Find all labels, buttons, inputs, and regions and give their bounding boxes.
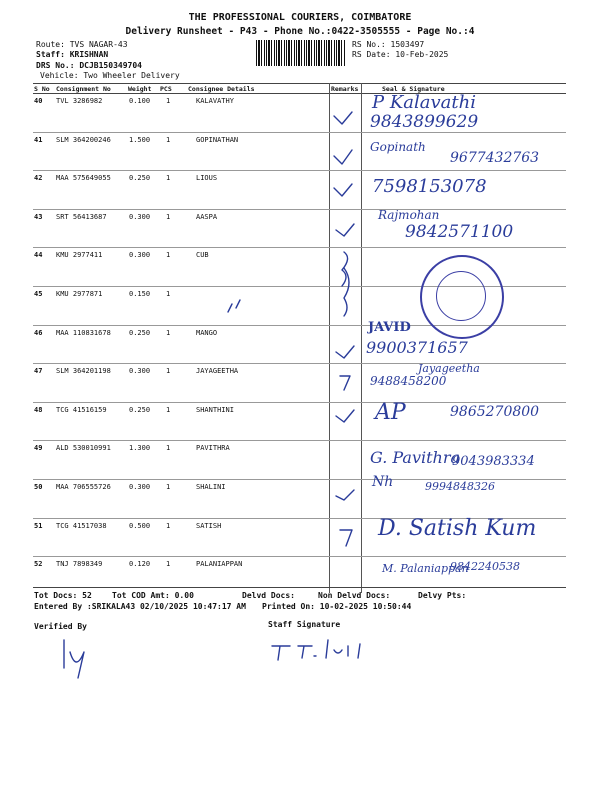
row-consignment-no: KMU 2977871 (56, 290, 103, 298)
col-consignee: Consignee Details (188, 85, 255, 93)
staff-label: Staff: KRISHNAN (36, 50, 109, 59)
handwritten-phone-52: 9842240538 (450, 560, 520, 573)
signature-row-49: G. Pavithra (370, 448, 461, 467)
row-weight: 1.300 (129, 444, 151, 453)
row-consignment-no: TCG 41516159 (56, 405, 107, 414)
row-sno: 47 (34, 367, 43, 376)
row-pcs: 1 (166, 328, 171, 337)
signature-row-40: P Kalavathi (372, 92, 476, 113)
row-consignee-name: SHALINI (196, 483, 226, 491)
row-consignee-name: SHANTHINI (196, 405, 234, 414)
total-docs: Tot Docs: 52 (34, 591, 92, 600)
row-sno: 51 (34, 521, 43, 530)
verified-by-label: Verified By (34, 622, 87, 631)
row-consignee-name: AASPA (196, 212, 218, 221)
row-pcs: 1 (166, 405, 171, 414)
row-sno: 42 (34, 174, 43, 183)
signature-row-52: M. Palaniappan (382, 562, 469, 575)
signature-row-46: JAVID (368, 320, 411, 335)
row-pcs: 1 (166, 483, 171, 491)
row-consignee-name: MANGO (196, 328, 218, 337)
row-consignment-no: SLM 364201198 (56, 367, 111, 376)
row-weight: 0.250 (129, 405, 151, 414)
row-pcs: 1 (166, 367, 171, 376)
row-consignment-no: MAA 575649055 (56, 174, 111, 183)
row-pcs: 1 (166, 97, 171, 105)
row-sno: 46 (34, 328, 43, 337)
signature-row-41: Gopinath (370, 140, 426, 154)
signature-row-50: Nh (372, 474, 394, 490)
signature-row-48: AP (375, 400, 406, 425)
row-weight: 0.250 (129, 328, 151, 337)
row-weight: 1.500 (129, 135, 151, 144)
handwritten-phone-41: 9677432763 (450, 150, 540, 166)
col-seal-signature: Seal & Signature (382, 85, 445, 93)
row-consignee-name: SATISH (196, 521, 222, 530)
row-weight: 0.150 (129, 290, 151, 298)
handwritten-phone-48: 9865270800 (450, 404, 540, 420)
row-consignee-name: CUB (196, 251, 209, 260)
row-consignment-no: MAA 706555726 (56, 483, 111, 491)
row-pcs: 1 (166, 521, 171, 530)
handwritten-phone-40: 9843899629 (370, 112, 479, 132)
row-weight: 0.100 (129, 97, 151, 105)
row-weight: 0.300 (129, 251, 151, 260)
staff-signature (270, 636, 390, 666)
signature-row-43: Rajmohan (378, 208, 440, 222)
rs-date: RS Date: 10-Feb-2025 (352, 50, 449, 59)
vehicle-label: Vehicle: Two Wheeler Delivery (40, 71, 180, 80)
row-consignee-name: KALAVATHY (196, 97, 234, 105)
row-sno: 48 (34, 405, 43, 414)
row-consignee-name: PALANIAPPAN (196, 560, 243, 569)
col-sno: S No (34, 85, 50, 93)
row-consignment-no: SRT 56413687 (56, 212, 107, 221)
table-bottom-border (33, 587, 566, 588)
delivery-points: Delvy Pts: (418, 591, 467, 600)
row-pcs: 1 (166, 135, 171, 144)
row-consignee-name: GOPINATHAN (196, 135, 239, 144)
row-pcs: 1 (166, 444, 171, 453)
row-consignment-no: KMU 2977411 (56, 251, 103, 260)
row-consignment-no: TNJ 7898349 (56, 560, 103, 569)
row-sno: 50 (34, 483, 43, 491)
signature-row-51: D. Satish Kum (378, 516, 537, 541)
col-remarks: Remarks (331, 85, 359, 93)
entered-by: Entered By :SRIKALA43 02/10/2025 10:47:17 AM (34, 602, 246, 611)
row-pcs: 1 (166, 212, 171, 221)
row-pcs: 1 (166, 251, 171, 260)
row-consignment-no: SLM 364200246 (56, 135, 111, 144)
signature-row-47: Jayageetha (418, 362, 480, 375)
delivered-docs: Delvd Docs: (242, 591, 295, 600)
handwritten-phone-50: 9994848326 (425, 480, 495, 493)
row-sno: 44 (34, 251, 43, 260)
row-sno: 43 (34, 212, 43, 221)
col-consignment: Consignment No (56, 85, 111, 93)
row-weight: 0.300 (129, 212, 151, 221)
col-weight: Weight (128, 85, 152, 93)
company-title: THE PROFESSIONAL COURIERS, COIMBATORE (188, 12, 412, 23)
row-consignee-name: JAYAGEETHA (196, 367, 239, 376)
row-consignment-no: MAA 110831678 (56, 328, 111, 337)
rs-number: RS No.: 1503497 (352, 40, 425, 49)
row-sno: 52 (34, 560, 43, 569)
row-sno: 40 (34, 97, 43, 105)
row-pcs: 1 (166, 560, 171, 569)
row-sno: 41 (34, 135, 43, 144)
row-sno: 45 (34, 290, 43, 298)
handwritten-phone-49: 9043983334 (452, 454, 535, 469)
row-pcs: 1 (166, 290, 171, 298)
row-weight: 0.500 (129, 521, 151, 530)
row-consignee-name: LIOUS (196, 174, 218, 183)
row-weight: 0.300 (129, 483, 151, 491)
route-label: Route: TVS NAGAR-43 (36, 40, 128, 49)
row-weight: 0.120 (129, 560, 151, 569)
handwritten-phone-47: 9488458200 (370, 374, 447, 388)
handwritten-phone-42: 7598153078 (372, 176, 487, 197)
total-cod-amount: Tot COD Amt: 0.00 (112, 591, 194, 600)
row-consignment-no: TCG 41517038 (56, 521, 107, 530)
row-consignment-no: TVL 3286982 (56, 97, 103, 105)
row-consignee-name: PAVITHRA (196, 444, 230, 453)
row-pcs: 1 (166, 174, 171, 183)
runsheet-subtitle: Delivery Runsheet - P43 - Phone No.:0422-3505555 - Page No.:4 (125, 26, 475, 37)
drs-label: DRS No.: DCJB150349704 (36, 61, 142, 70)
col-pcs: PCS (160, 85, 172, 93)
row-weight: 0.250 (129, 174, 151, 183)
row-weight: 0.300 (129, 367, 151, 376)
printed-on: Printed On: 10-02-2025 10:50:44 (262, 602, 412, 611)
non-delivered-docs: Non Delvd Docs: (318, 591, 391, 600)
staff-signature-label: Staff Signature (268, 620, 341, 629)
row-consignment-no: ALD 530010991 (56, 444, 111, 453)
row-sno: 49 (34, 444, 43, 453)
handwritten-phone-43: 9842571100 (405, 222, 514, 242)
verified-by-signature (60, 632, 120, 682)
handwritten-phone-46: 9900371657 (366, 338, 468, 357)
